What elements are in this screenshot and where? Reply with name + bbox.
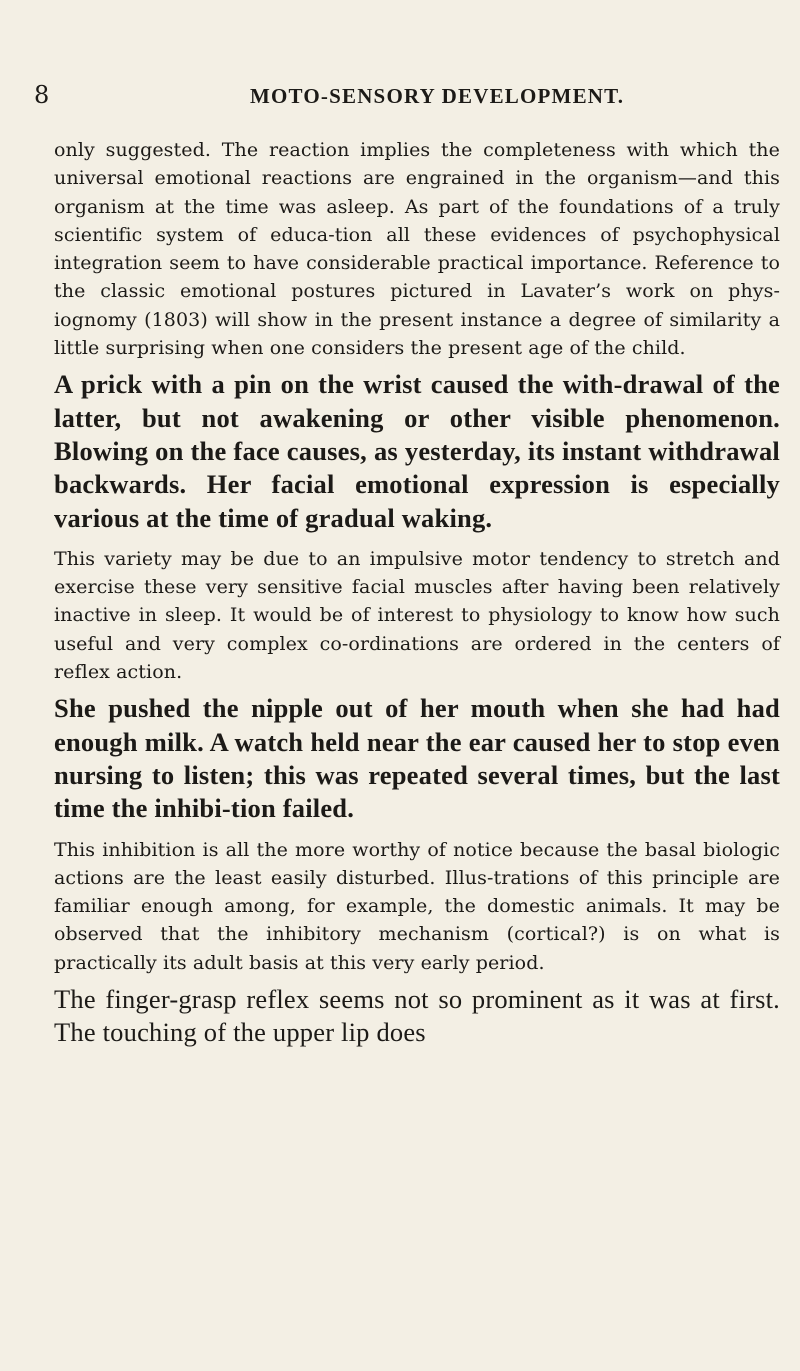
- running-title: MOTO-SENSORY DEVELOPMENT.: [250, 84, 625, 108]
- running-head: [0, 80, 800, 110]
- paragraph-nipple-watch: She pushed the nipple out of her mouth when she had had enough milk. A watch held near the ear caused her to stop even nursing to listen; this was repeated several times, but the last time the inhibi-tion failed.: [54, 693, 780, 824]
- paragraph-inhibition: This inhibition is all the more worthy of notice because the basal biologic actions are the least easily disturbed. Illus-trations of this principle are familiar enough among, for example, the domestic animals. It may be observed that the inhibitory mechanism (cortical?) is on what is practically its adult basis at this very early period.: [54, 838, 780, 974]
- paragraph-variety: This variety may be due to an impulsive motor tendency to stretch and exercise these very sensitive facial muscles after having been relatively inactive in sleep. It would be of interest to physiology to know how such useful and very complex co-ordinations are ordered in the centers of reflex action.: [54, 547, 780, 684]
- paragraph-reaction-completeness: only suggested. The reaction implies the completeness with which the universal emotional reactions are engrained in the organism—and this organism at the time was asleep. As part of the foundations of a truly scientific system of educa-tion all these evidences of psychophysical integration seem to have considerable practical importance. Reference to the classic emotional postures pictured in Lavater’s work on phys-iognomy (1803) will show in the present instance a degree of similarity a little surprising when one considers the present age of the child.: [54, 139, 780, 360]
- page-body: [54, 136, 780, 1050]
- paragraph-pin-prick: A prick with a pin on the wrist caused the with-drawal of the latter, but not awakening or other visible phenomenon. Blowing on the face causes, as yesterday, its instant withdrawal backwards. Her facial emotional expression is especially various at the time of gradual waking.: [54, 369, 780, 533]
- paragraph-finger-grasp: The finger-grasp reflex seems not so prominent as it was at first. The touching of the upper lip does: [54, 984, 780, 1048]
- page-number: 8: [34, 81, 50, 109]
